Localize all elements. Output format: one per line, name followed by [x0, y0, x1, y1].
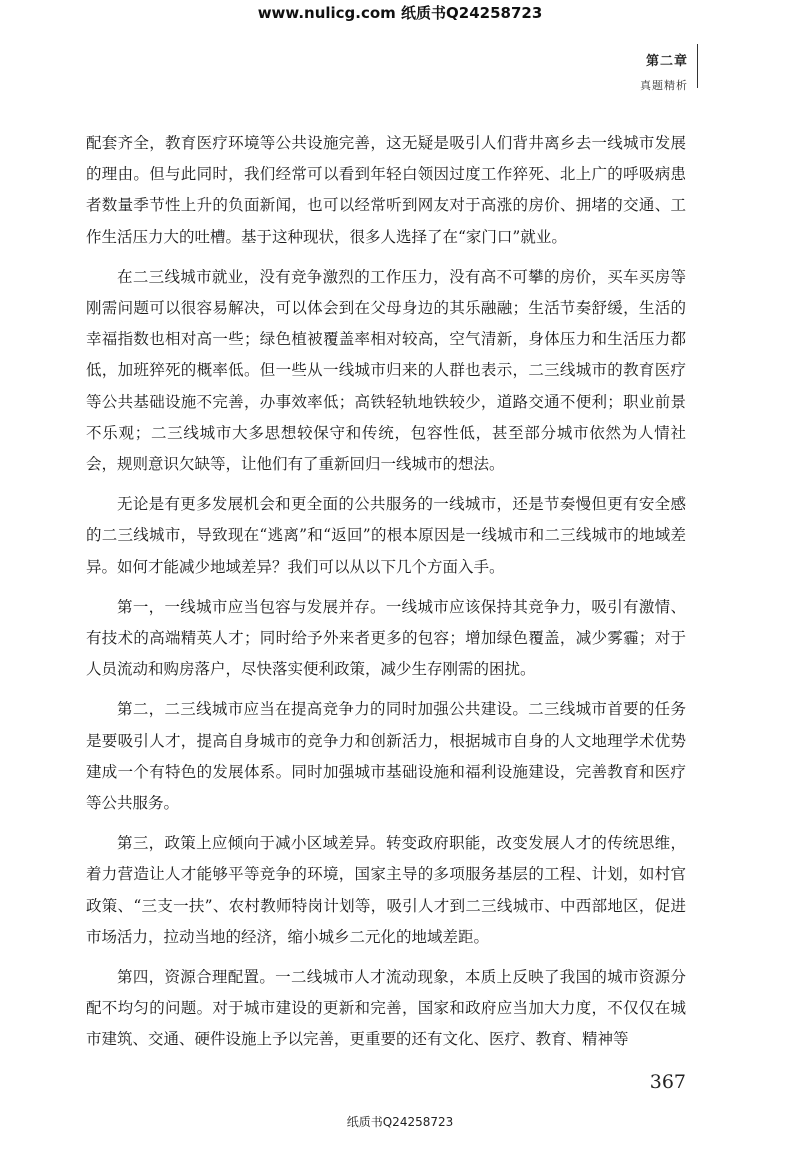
paragraph: 无论是有更多发展机会和更全面的公共服务的一线城市，还是节奏慢但更有安全感的二三线城市，导致现在“逃离”和“返回”的根本原因是一线城市和二三线城市的地域差异。如何才能减少地域差异？我们可以从以下几个方面入手。	[86, 495, 686, 576]
chapter-title: 第二章	[645, 54, 688, 69]
section-subtitle: 真题精析	[640, 79, 688, 92]
bottom-watermark: 纸质书Q24258723	[346, 1115, 454, 1129]
paragraph: 第二，二三线城市应当在提高竞争力的同时加强公共建设。二三线城市首要的任务是要吸引人才，提高自身城市的竞争力和创新活力，根据城市自身的人文地理学术优势建成一个有特色的发展体系。同时加强城市基础设施和福利设施建设，完善教育和医疗等公共服务。	[86, 700, 686, 813]
paragraph: 第四，资源合理配置。一二线城市人才流动现象，本质上反映了我国的城市资源分配不均匀的问题。对于城市建设的更新和完善，国家和政府应当加大力度，不仅仅在城市建筑、交通、硬件设施上予以完善，更重要的还有文化、医疗、教育、精神等	[86, 968, 686, 1049]
body-text	[86, 128, 686, 1065]
paragraph-continuation: 配套齐全，教育医疗环境等公共设施完善，这无疑是吸引人们背井离乡去一线城市发展的理由。但与此同时，我们经常可以看到年轻白领因过度工作猝死、北上广的呼吸病患者数量季节性上升的负面新闻，也可以经常听到网友对于高涨的房价、拥堵的交通、工作生活压力大的吐槽。基于这种现状，很多人选择了在“家门口”就业。	[86, 134, 686, 246]
page-number: 367	[649, 1071, 686, 1093]
paragraph: 第三，政策上应倾向于减小区域差异。转变政府职能，改变发展人才的传统思维，着力营造让人才能够平等竞争的环境，国家主导的多项服务基层的工程、计划，如村官政策、“三支一扶”、农村教师特岗计划等，吸引人才到二三线城市、中西部地区，促进市场活力，拉动当地的经济，缩小城乡二元化的地域差距。	[86, 834, 686, 946]
running-header	[640, 50, 688, 93]
top-watermark: www.nulicg.com 纸质书Q24258723	[257, 4, 543, 22]
paragraph: 在二三线城市就业，没有竞争激烈的工作压力，没有高不可攀的房价，买车买房等刚需问题可以很容易解决，可以体会到在父母身边的其乐融融；生活节奏舒缓，生活的幸福指数也相对高一些；绿色植被覆盖率相对较高，空气清新，身体压力和生活压力都低，加班猝死的概率低。但一些从一线城市归来的人群也表示，二三线城市的教育医疗等公共基础设施不完善，办事效率低；高铁轻轨地铁较少，道路交通不便利；职业前景不乐观；二三线城市大多思想较保守和传统，包容性低，甚至部分城市依然为人情社会，规则意识欠缺等，让他们有了重新回归一线城市的想法。	[86, 267, 686, 474]
header-rule	[697, 44, 699, 88]
paragraph: 第一，一线城市应当包容与发展并存。一线城市应该保持其竞争力，吸引有激情、有技术的高端精英人才；同时给予外来者更多的包容；增加绿色覆盖，减少雾霾；对于人员流动和购房落户，尽快落实便利政策，减少生存刚需的困扰。	[86, 597, 686, 679]
